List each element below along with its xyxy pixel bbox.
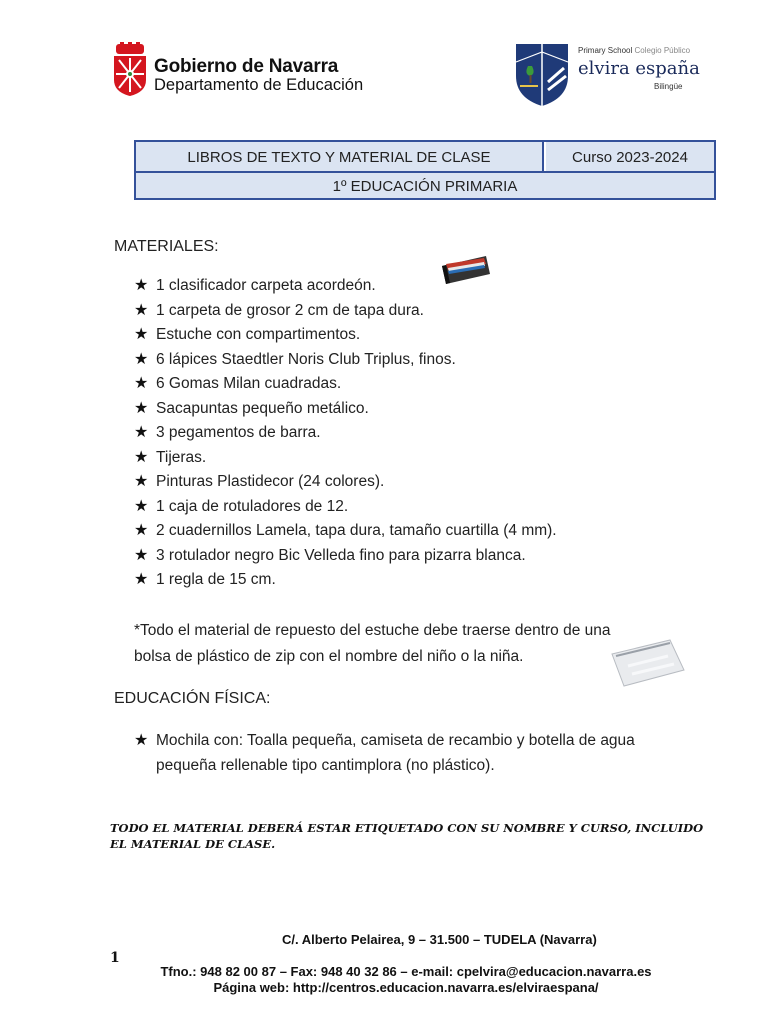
- warning-line-1: TODO EL MATERIAL DEBERÁ ESTAR ETIQUETADO CON SU NOMBRE Y CURSO, INCLUIDO: [110, 821, 704, 835]
- page-number: 1: [110, 950, 120, 966]
- star-icon: ★: [134, 277, 149, 294]
- title-table: [134, 140, 716, 200]
- document-title: LIBROS DE TEXTO Y MATERIAL DE CLASE: [136, 142, 544, 171]
- star-icon: ★: [134, 473, 149, 490]
- star-icon: ★: [134, 448, 149, 466]
- list-item: [134, 299, 734, 324]
- note-line-2: bolsa de plástico de zip con el nombre del niño o la niña.: [134, 648, 524, 665]
- list-item: [134, 274, 734, 299]
- materials-list: [134, 274, 734, 593]
- list-item: [134, 446, 734, 471]
- list-item-text: 2 cuadernillos Lamela, tapa dura, tamaño cuartilla (4 mm).: [156, 522, 557, 539]
- school-logo: [514, 42, 714, 110]
- school-name: elvira españa: [578, 58, 700, 79]
- pe-item-line-1: Mochila con: Toalla pequeña, camiseta de recambio y botella de agua: [156, 732, 635, 749]
- list-item: [134, 421, 734, 446]
- list-item-text: 1 regla de 15 cm.: [156, 571, 276, 588]
- star-icon: ★: [134, 424, 149, 441]
- list-item-text: 6 Gomas Milan cuadradas.: [156, 375, 342, 392]
- list-item: [134, 372, 734, 397]
- school-shield-icon: [514, 42, 570, 108]
- list-item: [134, 544, 734, 569]
- pe-heading: EDUCACIÓN FÍSICA:: [114, 690, 271, 707]
- note-line-1: *Todo el material de repuesto del estuche debe traerse dentro de una: [134, 622, 611, 639]
- pe-list: [134, 728, 734, 778]
- zip-bag-image: [608, 636, 688, 690]
- list-item-text: Pinturas Plastidecor (24 colores).: [156, 473, 385, 490]
- list-item-text: 1 caja de rotuladores de 12.: [156, 497, 349, 515]
- star-icon: ★: [134, 301, 149, 319]
- list-item-text: Estuche con compartimentos.: [156, 326, 361, 343]
- school-bilingual: Bilingüe: [654, 82, 683, 91]
- list-item: [134, 348, 734, 373]
- list-item-text: Tijeras.: [156, 448, 207, 466]
- list-item: [134, 519, 734, 544]
- list-item-text: 3 pegamentos de barra.: [156, 424, 321, 441]
- footer-address: C/. Alberto Pelairea, 9 – 31.500 – TUDELA (Navarra): [282, 932, 597, 947]
- list-item: [134, 323, 734, 348]
- star-icon: ★: [134, 350, 149, 368]
- star-icon: ★: [134, 497, 149, 515]
- star-icon: ★: [134, 326, 149, 343]
- navarra-crest-icon: [110, 42, 150, 98]
- list-item-text: 6 lápices Staedtler Noris Club Triplus, finos.: [156, 350, 456, 368]
- gov-name: Gobierno de Navarra: [154, 56, 339, 77]
- school-subtitle-b: Colegio Público: [634, 46, 691, 55]
- star-icon: ★: [134, 522, 149, 539]
- star-icon: ★: [134, 546, 149, 564]
- school-subtitle-a: Primary School: [578, 46, 633, 55]
- gobierno-navarra-logo: [110, 42, 400, 98]
- grade-level: 1º EDUCACIÓN PRIMARIA: [136, 173, 714, 198]
- list-item-text: 1 carpeta de grosor 2 cm de tapa dura.: [156, 301, 424, 319]
- star-icon: ★: [134, 399, 149, 417]
- labeling-warning: [110, 820, 730, 852]
- school-subtitle: [578, 46, 690, 55]
- list-item: [134, 470, 734, 495]
- list-item: [134, 728, 734, 778]
- title-table-row-1: [136, 142, 714, 173]
- warning-line-2: EL MATERIAL DE CLASE.: [110, 837, 276, 851]
- star-icon: ★: [134, 732, 149, 749]
- pe-item-line-2: pequeña rellenable tipo cantimplora (no plástico).: [156, 757, 495, 774]
- materials-heading: MATERIALES:: [114, 238, 219, 255]
- list-item-text: 1 clasificador carpeta acordeón.: [156, 277, 376, 294]
- list-item: [134, 397, 734, 422]
- list-item-text: Sacapuntas pequeño metálico.: [156, 399, 369, 417]
- gov-department: Departamento de Educación: [154, 76, 364, 94]
- star-icon: ★: [134, 571, 149, 588]
- star-icon: ★: [134, 375, 149, 392]
- course-year: Curso 2023-2024: [546, 142, 714, 171]
- list-item: [134, 495, 734, 520]
- footer-contact: Tfno.: 948 82 00 87 – Fax: 948 40 32 86 – e-mail: cpelvira@educacion.navarra.es: [160, 964, 652, 979]
- footer-website: Página web: http://centros.educacion.navarra.es/elviraespana/: [213, 980, 599, 995]
- list-item: [134, 568, 734, 593]
- list-item-text: 3 rotulador negro Bic Velleda fino para pizarra blanca.: [156, 546, 526, 564]
